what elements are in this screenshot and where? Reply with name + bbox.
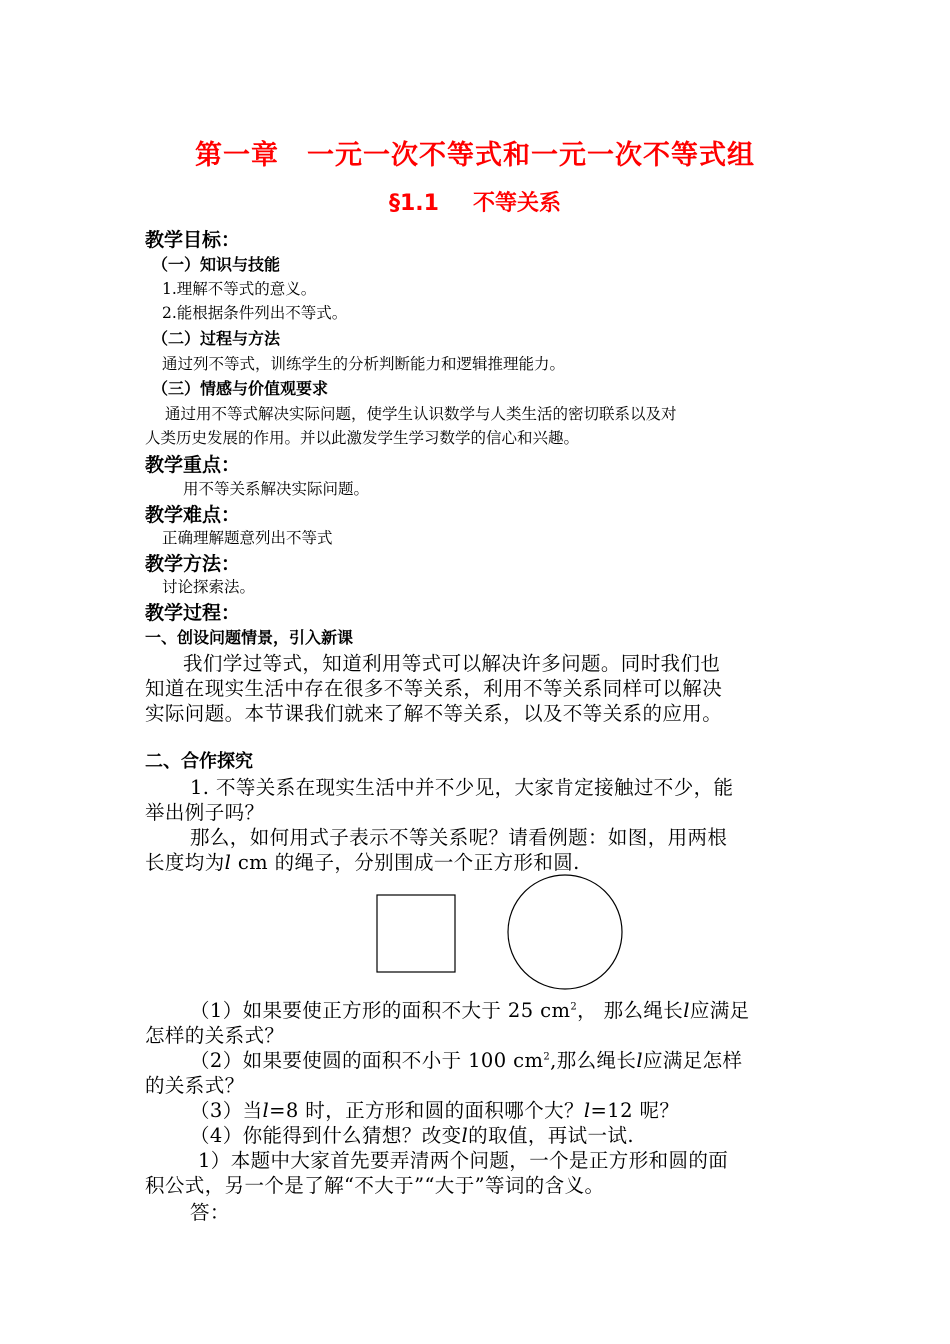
variable-l: l — [461, 1124, 469, 1147]
part1-heading: 一、创设问题情景，引入新课 — [145, 628, 354, 647]
note-1-line-1: 1）本题中大家首先要弄清两个问题，一个是正方形和圆的面 — [198, 1149, 729, 1172]
method-text: 讨论探索法。 — [162, 578, 256, 596]
chapter-number: 第一章 — [195, 140, 279, 171]
q1-text-post: 应满足 — [689, 999, 750, 1022]
note-1-line-2: 积公式，另一个是了解“不大于”“大于”等词的含义。 — [145, 1174, 605, 1197]
key-point-heading: 教学重点： — [145, 454, 241, 476]
section-name: 不等关系 — [472, 191, 561, 216]
part1-line-1: 我们学过等式，知道利用等式可以解决许多问题。同时我们也 — [183, 652, 721, 675]
variable-l: l — [262, 1099, 270, 1122]
section-number: §1.1 — [389, 191, 439, 216]
variable-l: l — [683, 999, 690, 1022]
chapter-title — [0, 133, 950, 172]
objectives-heading: 教学目标： — [145, 229, 241, 251]
part2-heading: 二、合作探究 — [145, 751, 253, 772]
variable-l: l — [636, 1049, 643, 1072]
variable-l: l — [224, 851, 232, 874]
section-title — [0, 186, 950, 217]
question-2-line-1 — [190, 1045, 742, 1073]
part2-p2-line-1: 那么，如何用式子表示不等关系呢？请看例题：如图，用两根 — [190, 826, 728, 849]
question-2-line-2: 的关系式？ — [145, 1074, 245, 1097]
method-heading: 教学方法： — [145, 553, 241, 575]
question-3 — [190, 1095, 679, 1123]
variable-l: l — [583, 1099, 591, 1122]
chapter-name: 一元一次不等式和一元一次不等式组 — [307, 140, 755, 171]
emotion-text-line-1: 通过用不等式解决实际问题，使学生认识数学与人类生活的密切联系以及对 — [165, 405, 677, 423]
knowledge-heading: （一）知识与技能 — [152, 255, 281, 274]
q3-text-mid: =8 时，正方形和圆的面积哪个大？ — [269, 1099, 584, 1122]
p2-text-post: cm 的绳子，分别围成一个正方形和圆. — [231, 851, 580, 874]
q3-text-post: =12 呢？ — [590, 1099, 680, 1122]
q1-text-mid: ， 那么绳长 — [577, 999, 684, 1022]
q2-text-post: 应满足怎样 — [642, 1049, 743, 1072]
q1-text-pre: （1）如果要使正方形的面积不大于 25 cm — [190, 999, 571, 1022]
q1-superscript: 2 — [570, 1001, 578, 1013]
q4-text-post: 的取值，再试一试. — [468, 1124, 634, 1147]
difficulty-heading: 教学难点： — [145, 504, 241, 526]
part2-p1-line-2: 举出例子吗？ — [145, 801, 265, 824]
q2-text-pre: （2）如果要使圆的面积不小于 100 cm — [190, 1049, 544, 1072]
p2-text-pre: 长度均为 — [145, 851, 225, 874]
question-4 — [190, 1120, 634, 1148]
knowledge-item-2: 2.能根据条件列出不等式。 — [162, 304, 348, 322]
knowledge-item-1: 1.理解不等式的意义。 — [162, 280, 317, 298]
part1-line-2: 知道在现实生活中存在很多不等关系，利用不等关系同样可以解决 — [145, 677, 723, 700]
square-and-circle-figure — [370, 870, 630, 995]
question-1-line-2: 怎样的关系式？ — [145, 1024, 285, 1047]
answer-label: 答： — [190, 1201, 230, 1224]
question-1-line-1 — [190, 995, 750, 1023]
process-method-text: 通过列不等式，训练学生的分析判断能力和逻辑推理能力。 — [162, 355, 566, 373]
square-shape — [377, 895, 455, 972]
key-point-text: 用不等关系解决实际问题。 — [183, 480, 370, 498]
process-heading: 教学过程： — [145, 602, 241, 624]
difficulty-text: 正确理解题意列出不等式 — [162, 529, 333, 547]
circle-shape — [508, 875, 622, 989]
q2-text-mid: ,那么绳长 — [550, 1049, 637, 1072]
emotion-heading: （三）情感与价值观要求 — [152, 379, 329, 398]
emotion-text-line-2: 人类历史发展的作用。并以此激发学生学习数学的信心和兴趣。 — [145, 429, 580, 447]
q2-superscript: 2 — [543, 1051, 551, 1063]
process-method-heading: （二）过程与方法 — [152, 329, 281, 348]
q4-text-pre: （4）你能得到什么猜想？改变 — [190, 1124, 462, 1147]
part1-line-3: 实际问题。本节课我们就来了解不等关系，以及不等关系的应用。 — [145, 702, 723, 725]
part2-p1-line-1: 1. 不等关系在现实生活中并不少见，大家肯定接触过不少，能 — [190, 776, 734, 799]
q3-text-pre: （3）当 — [190, 1099, 263, 1122]
